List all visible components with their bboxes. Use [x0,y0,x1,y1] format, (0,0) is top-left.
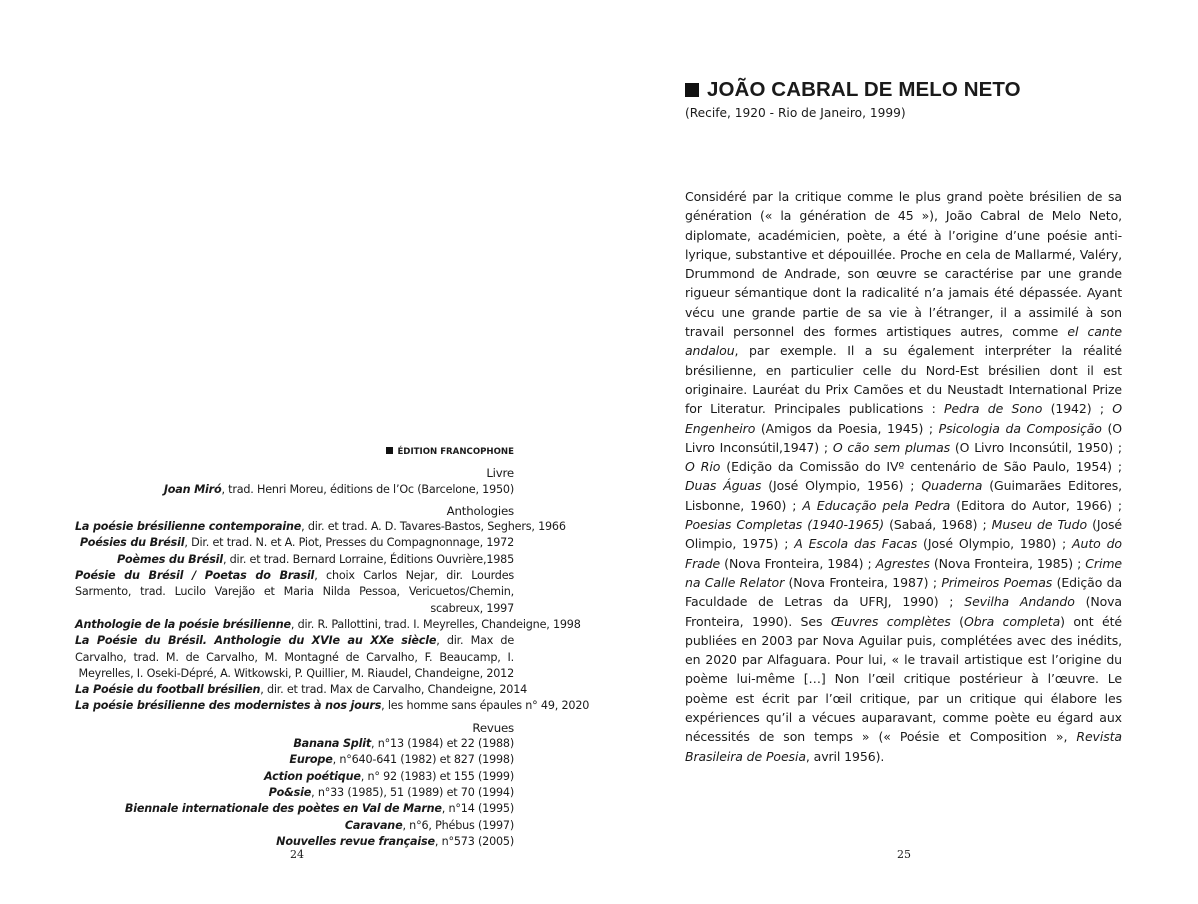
anthology-entry [75,698,590,714]
text-segment: , trad. Henri Moreu, éditions de l’Oc (Barcelone, 1950) [221,482,514,496]
text-segment: , dir. Max de Carvalho, trad. M. de Carvalho, M. Montagné de Carvalho, F. Beaucamp, I. Meyrelles, I. Oseki-Dépré, A. Witkowski, P. Quillier, M. Riaudel, Chandeigne, 2012 [75,634,514,680]
text-segment: (Editora do Autor, 1966) ; [950,497,1123,513]
revue-entry [75,752,514,768]
poet-dates: (Recife, 1920 - Rio de Janeiro, 1999) [685,106,906,120]
italic-title: Poésie du Brésil / Poetas do Brasil [75,569,315,583]
page-number: 24 [290,848,304,861]
text-segment: (José Olympio, 1980) ; [917,536,1073,552]
italic-title: La Poésie du Brésil. Anthologie du XVIe au XXe siècle [75,634,437,648]
italic-title: O Rio [685,459,721,475]
revue-entry [75,818,514,834]
italic-title: Crime na Calle Relator [685,555,1123,590]
livre-heading: Livre [486,466,514,481]
italic-title: Anthologie de la poésie brésilienne [75,617,291,631]
italic-title: Action poétique [264,769,361,783]
anthology-entry [75,682,528,698]
revue-entry [75,801,514,817]
text-segment: ) ont été publiées en 2003 par Nova Aguilar puis, complétées avec des inédits, en 2020 par Alfaguara. Pour lui, « le travail artistique est l’origine du poème lui-même […] Non l’œil critique postérieur à l’œuvre. Le poème est écrit par l’œil critique, par un critique qui élabore les expériences qu’il a vécues auparavant, comme poète eu égard aux nécessités de son temps » (« Poésie et Composition », [685,613,1122,745]
text-segment: , choix Carlos Nejar, dir. Lourdes Sarmento, trad. Lucilo Varejão et Maria Nilda Pessoa, Vericuetos/Chemin, scabreux, 1997 [75,569,515,615]
italic-title: Europe [289,753,333,767]
bibliography [75,444,590,850]
text-segment: (O Livro Inconsútil,1947) ; [685,420,1123,455]
right-page [599,0,1198,904]
text-segment: (O Livro Inconsútil, 1950) ; [950,439,1122,455]
text-segment: (José Olimpio, 1975) ; [685,517,1122,552]
square-bullet-icon [386,447,393,454]
anthologies-heading: Anthologies [446,503,514,518]
italic-title: Nouvelles revue française [276,834,435,848]
italic-title: Psicologia da Composição [938,420,1102,436]
italic-title: Agrestes [875,555,930,571]
italic-title: Pedra de Sono [944,401,1043,417]
italic-title: Poésies du Brésil [79,536,185,550]
text-segment: , n°573 (2005) [434,834,514,848]
text-segment: , n°640-641 (1982) et 827 (1998) [332,753,514,767]
text-segment: (Amigos da Poesia, 1945) ; [755,420,939,436]
text-segment: (Sabaá, 1968) ; [884,517,992,533]
text-segment: (Guimarães Editores, Lisbonne, 1960) ; [685,478,1122,513]
biography [685,187,1122,766]
text-segment: , dir. et trad. Bernard Lorraine, Éditions Ouvrière,1985 [222,552,514,566]
italic-title: Primeiros Poemas [941,574,1053,590]
text-segment: , n°13 (1984) et 22 (1988) [371,737,514,751]
text-segment: , n° 92 (1983) et 155 (1999) [360,769,514,783]
text-segment: (Nova Fronteira, 1990). Ses [685,594,1122,629]
italic-title: Poèmes du Brésil [117,552,223,566]
italic-title: A Educação pela Pedra [802,497,951,513]
text-segment: , dir. et trad. A. D. Tavares-Bastos, Seghers, 1966 [301,520,566,534]
italic-title: La poésie brésilienne des modernistes à nos jours [75,699,382,713]
livre-entry [75,482,514,498]
anthology-entry [75,617,581,633]
anthology-entry [75,568,514,617]
text-segment: (Nova Fronteira, 1984) ; [720,555,876,571]
text-segment: , dir. R. Pallottini, trad. I. Meyrelles, Chandeigne, 1998 [290,617,581,631]
italic-title: Auto do Frade [685,536,1122,571]
italic-title: Sevilha Andando [964,594,1075,610]
italic-title: La Poésie du football brésilien [75,683,261,697]
italic-title: Biennale internationale des poètes en Val de Marne [124,802,442,816]
italic-title: Duas Águas [685,478,762,494]
italic-title: Joan Miró [163,482,222,496]
text-segment: , les homme sans épaules n° 49, 2020 [381,699,590,713]
text-segment: (Edição da Comissão do IVº centenário de São Paulo, 1954) ; [720,459,1122,475]
revue-entry [75,785,514,801]
anthology-entry [75,535,514,551]
text-segment: , n°6, Phébus (1997) [402,818,514,832]
text-segment: (1942) ; [1042,401,1113,417]
poet-name: JOÃO CABRAL DE MELO NETO [685,78,1021,102]
text-segment: , avril 1956). [805,748,885,764]
revue-entry [75,769,514,785]
italic-title: O Engenheiro [685,401,1122,436]
italic-title: Poesias Completas (1940-1965) [685,517,885,533]
page-number: 25 [897,848,911,861]
text-segment: Considéré par la critique comme le plus grand poète brésilien de sa génération (« la génération de 45 »), João Cabral de Melo Neto, diplomate, académicien, poète, a été à l’origine d’une poésie anti-lyrique, substantive et dépouillée. Proche en cela de Mallarmé, Valéry, Drummond de Andrade, son œuvre se caractérise par une grande rigueur sémantique dont la radicalité n’a jamais été dépassée. Ayant vécu une grande partie de sa vie à l’étranger, il a assimilé à son travail personnel des formes artistiques autres, comme [685,189,1122,340]
italic-title: Œuvres complètes [830,613,951,629]
italic-title: La poésie brésilienne contemporaine [75,520,302,534]
italic-title: Museu de Tudo [991,517,1088,533]
text-segment: (José Olympio, 1956) ; [761,478,922,494]
section-title: ÉDITION FRANCOPHONE [75,444,514,460]
italic-title: Po&sie [268,785,312,799]
italic-title: O cão sem plumas [832,439,951,455]
italic-title: Revista Brasileira de Poesia [685,729,1122,764]
text-segment: , par exemple. Il a su également interpréter la réalité brésilienne, en particulier celle du Nord-Est brésilien dont il est originaire. Lauréat du Prix Camões et du Neustadt International Prize for Literatur. Principales publications : [685,343,1122,417]
anthology-entry [75,552,514,568]
text-segment: ( [950,613,964,629]
square-bullet-icon [685,83,699,97]
italic-title: A Escola das Facas [794,536,918,552]
italic-title: Banana Split [293,737,372,751]
text-segment: (Nova Fronteira, 1987) ; [784,574,942,590]
text-segment: (Nova Fronteira, 1985) ; [929,555,1086,571]
italic-title: Quaderna [921,478,983,494]
italic-title: el cante andalou [685,324,1122,359]
italic-title: Caravane [344,818,403,832]
italic-title: Obra completa [963,613,1061,629]
text-segment: , dir. et trad. Max de Carvalho, Chandeigne, 2014 [260,683,528,697]
text-segment: , n°14 (1995) [441,802,514,816]
text-segment: , n°33 (1985), 51 (1989) et 70 (1994) [311,785,514,799]
text-segment: (Edição da Faculdade de Letras da UFRJ, 1990) ; [685,574,1123,610]
revue-entry [75,736,514,752]
text-segment: , Dir. et trad. N. et A. Piot, Presses du Compagnonnage, 1972 [184,536,514,550]
anthology-entry [75,633,514,682]
revues-heading: Revues [472,720,514,735]
anthology-entry [75,519,566,535]
